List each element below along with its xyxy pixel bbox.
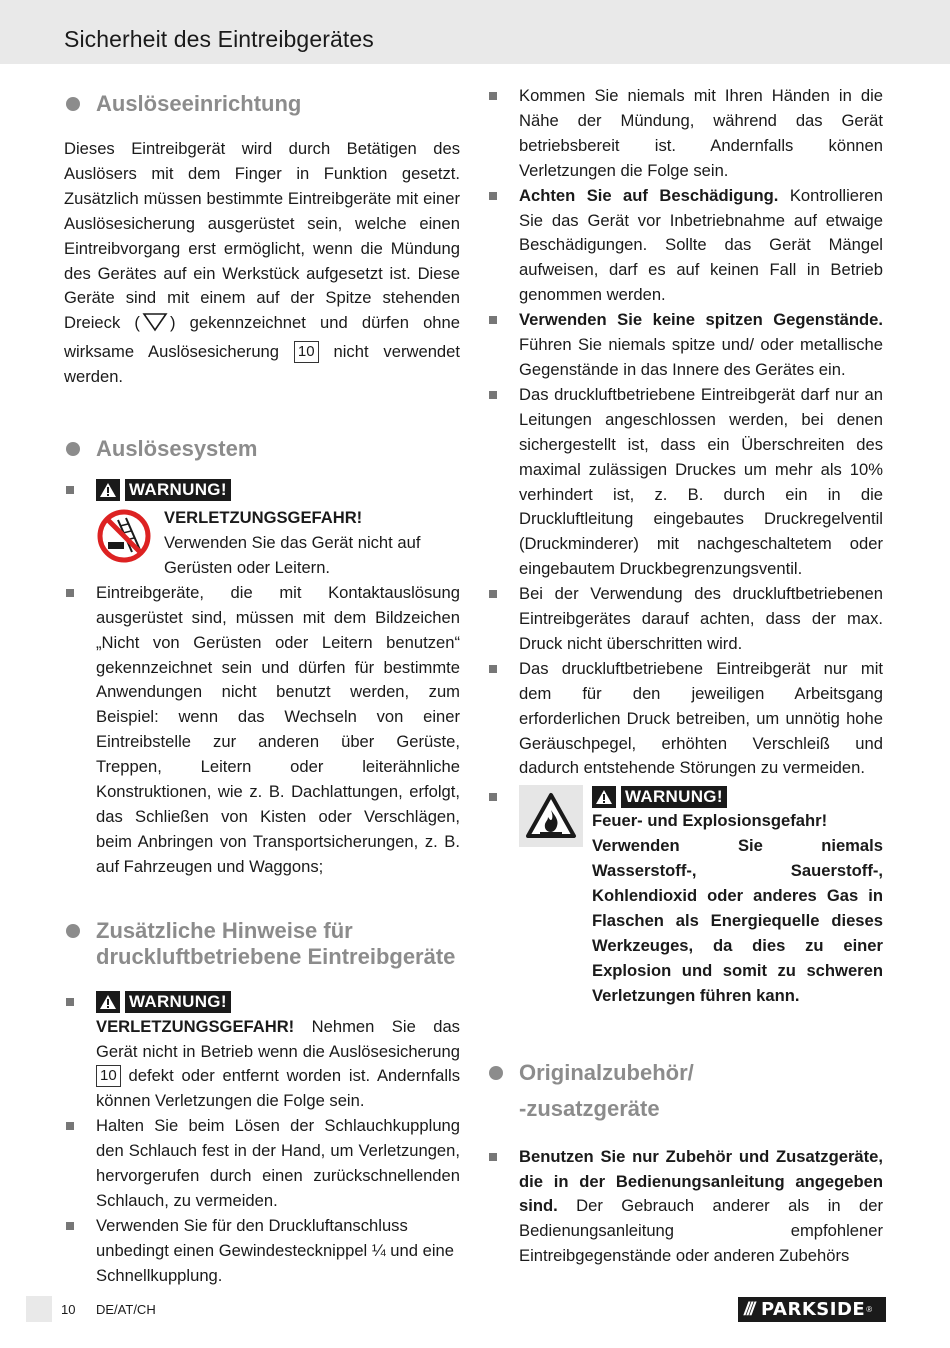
list-item-text: Das druckluftbetriebene Eintreibgerät darf nur an Leitungen angeschlossen werden, bei denen sichergestellt ist, dass ein Überschreiten des maximal zulässigen Druckes um mehr als 10% verhindert ist, z. B. durch ein in die Druckluftleitung eingebautes Druckregelventil (Druckminderer) mit nachgeschaltetem oder eingebautem Druckbegrenzungsventil.: [519, 384, 883, 579]
registered-icon: ®: [866, 1305, 873, 1314]
list-item-body: Führen Sie niemals spitze und/ oder metallische Gegenstände in das Innere des Gerätes ein.: [519, 335, 883, 379]
bullet-square-icon: [66, 1122, 74, 1130]
bullet-dot-icon: [66, 924, 80, 938]
warning-text: Nehmen Sie das Gerät nicht in Betrieb wenn die Auslösesicherung: [96, 1016, 460, 1061]
section-title: -zusatzgeräte: [519, 1095, 660, 1121]
bullet-square-icon: [489, 192, 497, 200]
locale-label: DE/AT/CH: [96, 1302, 156, 1317]
paragraph-text: Dieses Eintreibgerät wird durch Betätigen des Auslösers mit dem Finger in Funktion gesetzt. Zusätzlich müssen bestimmte Eintreibgeräte mit einer Auslösesicherung ausgerüstet sein, welche einen Eintreibvorgang erst ermöglicht, wenn die Mündung des Gerätes auf ein Werkstück aufgesetzt ist. Diese Geräte sind mit einem auf der Spitze stehenden Dreieck (: [64, 139, 460, 333]
list-item-accessories: [487, 1145, 883, 1270]
list-item-text: Verwenden Sie für den Druckluftanschluss unbedingt einen Gewindestecknippel ¼ und eine Schnellkupplung.: [96, 1215, 454, 1285]
list-item-required-pressure: [487, 657, 883, 782]
paragraph-ausloeseeinrichtung: [64, 137, 460, 390]
page-title: Sicherheit des Eintreibgerätes: [64, 26, 374, 52]
list-item-text: [519, 1145, 883, 1270]
part-number-box: 10: [294, 341, 319, 363]
part-number-box: 10: [96, 1065, 121, 1087]
bullet-square-icon: [489, 1153, 497, 1161]
section-heading-ausloesesystem: [64, 436, 460, 462]
fire-hazard-icon: [519, 785, 583, 847]
section-heading-zusaetzliche-hinweise: [64, 918, 460, 970]
warning-tag: WARNUNG!: [125, 479, 231, 501]
list-item-text: [519, 308, 883, 383]
list-item-sharp-objects: [487, 308, 883, 383]
list-item-text: Eintreibgeräte, die mit Kontaktauslösung ausgerüstet sind, müssen mit dem Bildzeichen „Nicht von Gerüsten oder Leitern benutzen“ gekennzeichnet sein und dürfen für bestimmte Anwendungen nicht benutzt werden, zum Beispiel: wenn das Wechseln von einer Eintreibstelle zur anderen über Gerüste, Treppen, Leitern oder leiterähnliche Konstruktionen, wie z. B. Dachlattungen, erfolgt, das Schließen von Kisten oder Verschlägen, beim Anbringen von Transportsicherungen, z. B. auf Fahrzeugen und Waggons;: [96, 582, 460, 876]
section-heading-originalzubehoer: [487, 1055, 883, 1127]
page-number-marker: [26, 1296, 52, 1322]
list-item-text: Halten Sie beim Lösen der Schlauchkupplung den Schlauch fest in der Hand, um Verletzungen, hervorgerufen durch einen zurückschnellenden Schlauch, zu vermeiden.: [96, 1116, 460, 1210]
bullet-square-icon: [66, 589, 74, 597]
list-item-text: Bei der Verwendung des druckluftbetriebenen Eintreibgerätes darauf achten, dass der max. Druck nicht überschritten wird.: [519, 584, 883, 653]
logo-text: PARKSIDE: [761, 1299, 866, 1320]
logo-stripes: ///: [744, 1299, 754, 1319]
bullet-square-icon: [66, 998, 74, 1006]
list-item-text: [519, 184, 883, 309]
bullet-square-icon: [489, 92, 497, 100]
list-item-warning-fire: [487, 785, 883, 1008]
bullet-square-icon: [489, 316, 497, 324]
warning-tag: WARNUNG!: [621, 786, 727, 808]
list-item-bold: Verwenden Sie keine spitzen Gegenstände.: [519, 310, 883, 330]
section-title: Auslösesystem: [96, 436, 258, 462]
list-item-body: Der Gebrauch anderer als in der Bedienungsanleitung empfohlener Eintreibgegenstände oder anderen Zubehörs: [519, 1196, 883, 1266]
bullet-square-icon: [66, 1222, 74, 1230]
section-heading-ausloeseeinrichtung: [64, 91, 460, 117]
list-item-text: Kommen Sie niemals mit Ihren Händen in die Nähe der Mündung, während das Gerät betriebsbereit ist. Andernfalls können Verletzungen die Folge sein.: [519, 86, 883, 180]
triangle-down-icon: [142, 312, 168, 340]
warning-triangle-icon: [96, 991, 120, 1013]
list-item-pressure-lines: [487, 383, 883, 582]
bullet-square-icon: [66, 486, 74, 494]
list-item-text: [96, 1015, 460, 1115]
list-item-hose-coupling: [64, 1114, 460, 1214]
parkside-logo: [738, 1297, 886, 1322]
bullet-square-icon: [489, 665, 497, 673]
left-column: [64, 84, 460, 1289]
warning-heading: VERLETZUNGSGEFAHR!: [96, 1016, 295, 1036]
list-item-warning-trigger-lock: [64, 990, 460, 1115]
list-item-max-pressure: [487, 582, 883, 657]
list-item-contact-trigger: [64, 581, 460, 880]
bullet-dot-icon: [66, 442, 80, 456]
bullet-dot-icon: [489, 1066, 503, 1080]
list-item-hands: [487, 84, 883, 184]
warning-label: [96, 990, 460, 1014]
bullet-square-icon: [489, 391, 497, 399]
warning-text: defekt oder entfernt worden ist. Andernfalls können Verletzungen die Folge sein.: [96, 1066, 460, 1111]
warning-text: Verwenden Sie das Gerät nicht auf Gerüsten oder Leitern.: [164, 532, 421, 577]
warning-heading: VERLETZUNGSGEFAHR!: [164, 508, 363, 528]
warning-tag: WARNUNG!: [125, 991, 231, 1013]
section-title: Originalzubehör/: [519, 1059, 694, 1085]
bullet-square-icon: [489, 590, 497, 598]
list-item-body: Kontrollieren Sie das Gerät vor Inbetriebnahme auf etwaige Beschädigungen. Sollte das Gerät Mängel aufweisen, darf es auf keinen Fall in Betrieb genommen werden.: [519, 185, 883, 305]
bullet-square-icon: [489, 793, 497, 801]
list-item-text: Das druckluftbetriebene Eintreibgerät nur mit dem für den jeweiligen Arbeitsgang erforderlichen Druck betreiben, um unnötig hohe Geräuschpegel, erhöhten Verschleiß und dadurch entstehende Störungen zu vermeiden.: [519, 658, 883, 778]
list-item-air-connection: [64, 1214, 460, 1289]
list-item-damage: [487, 184, 883, 309]
warning-triangle-icon: [96, 479, 120, 501]
warning-heading: Feuer- und Explosionsgefahr!: [592, 811, 828, 831]
list-item-bold: Benutzen Sie nur Zubehör und Zusatzgeräte, die in der Bedienungsanleitung angegeben sind.: [519, 1146, 883, 1216]
warning-label: [592, 785, 883, 809]
bullet-dot-icon: [66, 97, 80, 111]
list-item-bold: Achten Sie auf Beschädigung.: [519, 185, 779, 205]
warning-text: Verwenden Sie niemals Wasserstoff-, Sauerstoff-, Kohlendioxid oder anderes Gas in Flaschen als Energiequelle dieses Werkzeuges, da dies zu einer Explosion und somit zu schweren Verletzungen führen kann.: [592, 836, 883, 1005]
list-item-warning-scaffold: [64, 478, 460, 581]
right-column: [487, 84, 883, 1269]
warning-triangle-icon: [592, 786, 616, 808]
section-title: Zusätzliche Hinweise für druckluftbetriebene Eintreibgeräte: [96, 917, 456, 969]
warning-label: [96, 478, 460, 502]
paragraph-text: ) gekennzeichnet und dürfen ohne wirksame Auslösesicherung: [64, 313, 460, 362]
paragraph-text: nicht verwendet werden.: [64, 342, 460, 387]
section-title: Auslöseeinrichtung: [96, 91, 302, 116]
page-number: 10: [61, 1302, 76, 1317]
no-ladder-prohibition-icon: [96, 508, 152, 581]
